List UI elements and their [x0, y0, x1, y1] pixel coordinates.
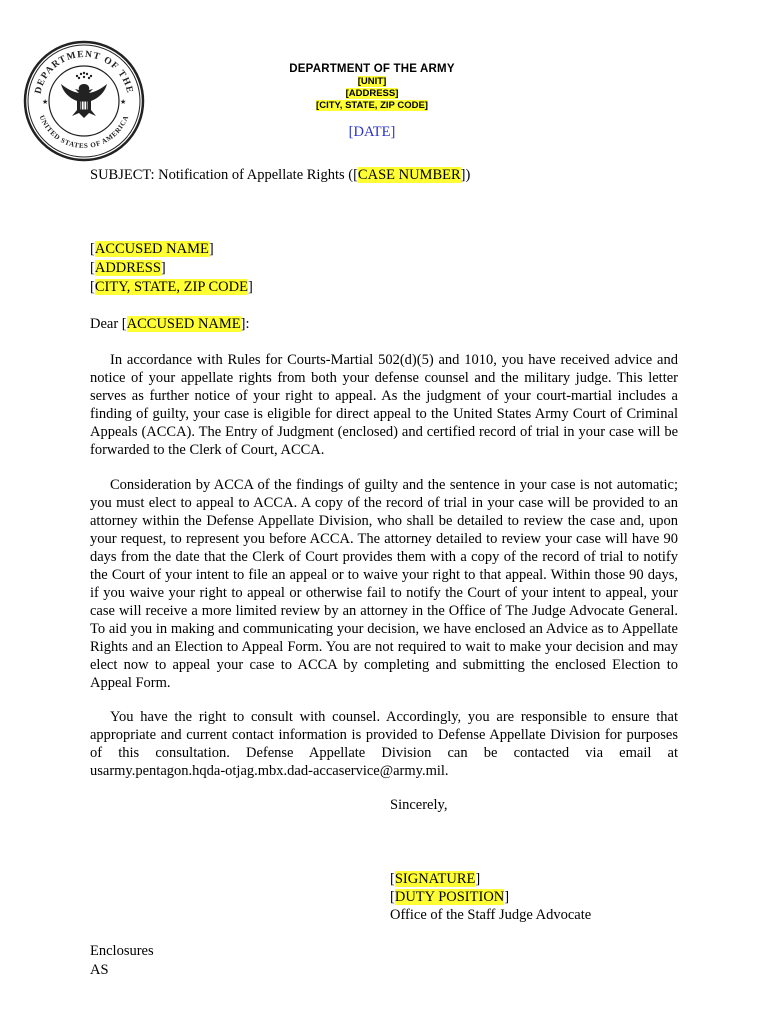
duty-position-placeholder: DUTY POSITION: [394, 889, 505, 905]
body-paragraph-1: [90, 351, 678, 459]
salutation-suffix: ]:: [240, 316, 250, 332]
case-number-placeholder: CASE NUMBER: [357, 167, 461, 183]
signature-placeholder: SIGNATURE: [394, 871, 476, 887]
seal-bottom-text: UNITED STATES OF AMERICA: [37, 114, 131, 151]
body-paragraph-2: [90, 476, 678, 692]
closing: Sincerely,: [390, 797, 448, 813]
salutation-prefix: Dear: [90, 316, 122, 332]
seal-top-text: DEPARTMENT OF THE: [33, 49, 135, 95]
office-line: Office of the Staff Judge Advocate: [390, 907, 592, 923]
signature-line: [SIGNATURE]: [390, 871, 481, 887]
recipient-city-placeholder: CITY, STATE, ZIP CODE: [94, 279, 248, 295]
subject-suffix: ]): [460, 167, 471, 183]
unit-placeholder: [UNIT]: [357, 76, 387, 87]
enclosures-label: Enclosures: [90, 943, 154, 959]
svg-text:★: ★: [120, 98, 127, 106]
recipient-city-state-zip: [CITY, STATE, ZIP CODE]: [90, 279, 253, 295]
date-placeholder: [DATE]: [348, 124, 396, 140]
city-state-zip-placeholder: [CITY, STATE, ZIP CODE]: [316, 100, 428, 111]
svg-text:★: ★: [42, 98, 49, 106]
subject-open-bracket: [: [353, 167, 358, 183]
duty-position-line: [DUTY POSITION]: [390, 889, 510, 905]
subject-prefix: SUBJECT: Notification of Appellate Rights (: [90, 167, 354, 183]
letterhead: [240, 62, 504, 112]
department-seal: [23, 40, 145, 162]
body-paragraph-3: [90, 708, 678, 780]
body-text: In accordance with Rules for Courts-Martial 502(d)(5) and 1010, you have received advice and notice of your appellate rights from both your defense counsel and the military judge. This letter serves as further notice of your right to appeal. As the judgment of your court-martial includes a finding of guilty, your case is eligible for direct appeal to the United States Army Court of Criminal Appeals (ACCA). The Entry of Judgment (enclosed) and certified record of trial in your case will be forwarded to the Clerk of Court, ACCA.: [90, 352, 678, 458]
recipient-address: [ADDRESS]: [90, 260, 166, 276]
recipient-name-placeholder: ACCUSED NAME: [94, 241, 209, 257]
recipient-name: [ACCUSED NAME]: [90, 241, 214, 257]
salutation-name-placeholder: ACCUSED NAME: [126, 316, 241, 332]
seal-icon: [23, 40, 145, 162]
body-text: Consideration by ACCA of the findings of guilty and the sentence in your case is not automatic; you must elect to appeal to ACCA. A copy of the record of trial in your case will be provided to an attorney within the Defense Appellate Division, who shall be detailed to review the case and, upon your request, to represent you before ACCA. The attorney detailed to review your case will have 90 days from the date that the Clerk of Court provides them with a copy of the record of trial to notify the Court of your intent to file an appeal or to waive your right to that appeal. Within those 90 days, if you waive your right to appeal or otherwise fail to notify the Court of your intent to appeal, your case will receive a more limited review by an attorney in the Office of The Judge Advocate General. To aid you in making and communicating your decision, we have enclosed an Advice as to Appellate Rights and an Election to Appeal Form. You are not required to wait to make your decision and may elect now to appeal your case to ACCA by completing and submitting the enclosed Election to Appeal Form.: [90, 477, 678, 691]
subject-line: [90, 166, 470, 184]
body-text: You have the right to consult with counsel. Accordingly, you are responsible to ensure that appropriate and current contact information is provided to Defense Appellate Division for purposes of this consultation. Defense Appellate Division can be contacted via email at usarmy.pentagon.hqda-otjag.mbx.dad-accaservice@army.mil.: [90, 709, 678, 779]
recipient-address-placeholder: ADDRESS: [94, 260, 161, 276]
author-initials: AS: [90, 962, 109, 978]
address-placeholder: [ADDRESS]: [345, 88, 399, 99]
salutation: Dear [ACCUSED NAME]:: [90, 316, 250, 332]
department-name: DEPARTMENT OF THE ARMY: [289, 63, 455, 75]
